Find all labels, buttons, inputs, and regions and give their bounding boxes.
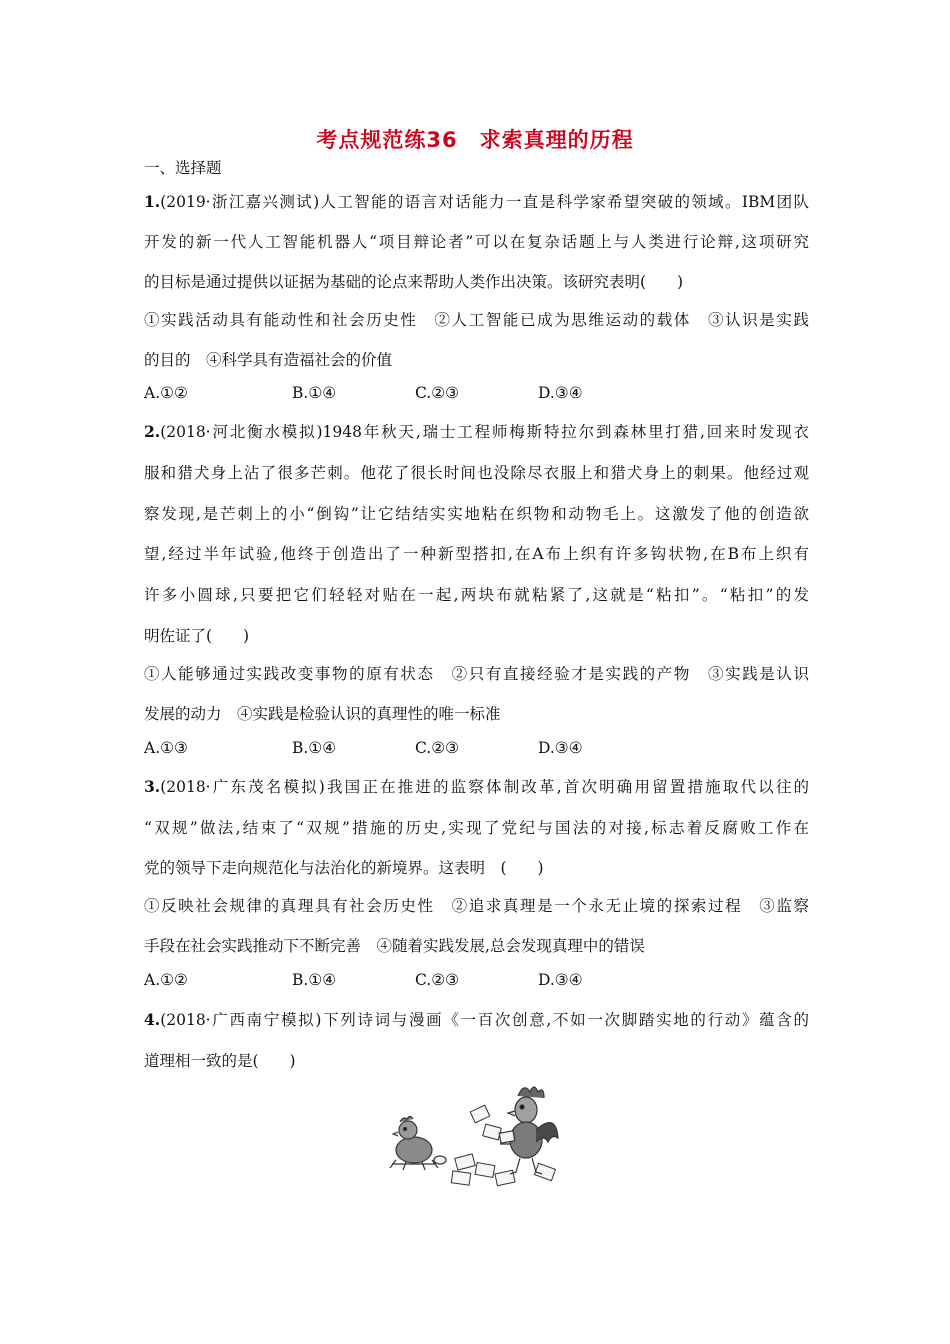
page-title-part2: 求索真理的历程 [479, 128, 634, 152]
q3-option-b: B.①④ [292, 971, 337, 989]
hen-figure [390, 1117, 446, 1171]
page-title [0, 124, 950, 154]
q3-option-a: A.①② [144, 971, 188, 989]
page-title-part1: 考点规范练36 [316, 128, 458, 152]
q2-line-8: 发展的动力 ④实践是检验认识的真理性的唯一标准 [144, 705, 501, 723]
q3-line-1: 3.(2018·广东茂名模拟)我国正在推进的监察体制改革,首次明确用留置措施取代以往的 [144, 777, 809, 796]
q4-line-1: 4.(2018·广西南宁模拟)下列诗词与漫画《一百次创意,不如一次脚踏实地的行动》蕴含的 [144, 1010, 809, 1029]
q3-line-4: ①反映社会规律的真理具有社会历史性 ②追求真理是一个永无止境的探索过程 ③监察 [144, 897, 809, 915]
q2-line-6: 明佐证了( ) [144, 627, 250, 645]
q2-option-a: A.①③ [144, 739, 188, 757]
q3-line-2: “双规”做法,结束了“双规”措施的历史,实现了党纪与国法的对接,标志着反腐败工作在 [144, 819, 809, 837]
q2-line-4: 望,经过半年试验,他终于创造出了一种新型搭扣,在A布上织有许多钩状物,在B布上织有 [144, 545, 809, 563]
q4-number: 4. [144, 1010, 161, 1029]
q4-line-2: 道理相一致的是( ) [144, 1052, 296, 1070]
q1-option-a: A.①② [144, 384, 188, 402]
q2-option-d: D.③④ [538, 739, 583, 757]
q1-line-1: 1.(2019·浙江嘉兴测试)人工智能的语言对话能力一直是科学家希望突破的领域。IBM团队 [144, 192, 809, 211]
rooster-figure [499, 1087, 558, 1174]
q2-line-5: 许多小圆球,只要把它们轻轻对贴在一起,两块布就粘紧了,这就是“粘扣”。“粘扣”的发 [144, 586, 809, 604]
q1-number: 1. [144, 192, 161, 211]
cartoon-illustration [386, 1078, 562, 1190]
q1-line-4: ①实践活动具有能动性和社会历史性 ②人工智能已成为思维运动的载体 ③认识是实践 [144, 311, 809, 329]
q3-line-5: 手段在社会实践推动下不断完善 ④随着实践发展,总会发现真理中的错误 [144, 937, 645, 955]
q3-option-d: D.③④ [538, 971, 583, 989]
section-heading: 一、选择题 [144, 159, 222, 177]
q1-option-c: C.②③ [415, 384, 460, 402]
q2-line-1: 2.(2018·河北衡水模拟)1948年秋天,瑞士工程师梅斯特拉尔到森林里打猎,回来时发现衣 [144, 422, 809, 441]
q1-line-2: 开发的新一代人工智能机器人“项目辩论者”可以在复杂话题上与人类进行论辩,这项研究 [144, 233, 809, 251]
q1-line-3: 的目标是通过提供以证据为基础的论点来帮助人类作出决策。该研究表明( ) [144, 273, 684, 291]
q2-number: 2. [144, 422, 161, 441]
q2-line-7: ①人能够通过实践改变事物的原有状态 ②只有直接经验才是实践的产物 ③实践是认识 [144, 665, 809, 683]
q2-line-2: 服和猎犬身上沾了很多芒刺。他花了很长时间也没除尽衣服上和猎犬身上的刺果。他经过观 [144, 464, 809, 482]
q3-number: 3. [144, 777, 161, 796]
q1-option-d: D.③④ [538, 384, 583, 402]
q1-line-5: 的目的 ④科学具有造福社会的价值 [144, 351, 393, 369]
q3-line-3: 党的领导下走向规范化与法治化的新境界。这表明 ( ) [144, 859, 544, 877]
q2-line-3: 察发现,是芒刺上的小“倒钩”让它结结实实地粘在织物和动物毛上。这激发了他的创造欲 [144, 505, 809, 523]
q2-option-c: C.②③ [415, 739, 460, 757]
q1-option-b: B.①④ [292, 384, 337, 402]
q3-option-c: C.②③ [415, 971, 460, 989]
q2-option-b: B.①④ [292, 739, 337, 757]
